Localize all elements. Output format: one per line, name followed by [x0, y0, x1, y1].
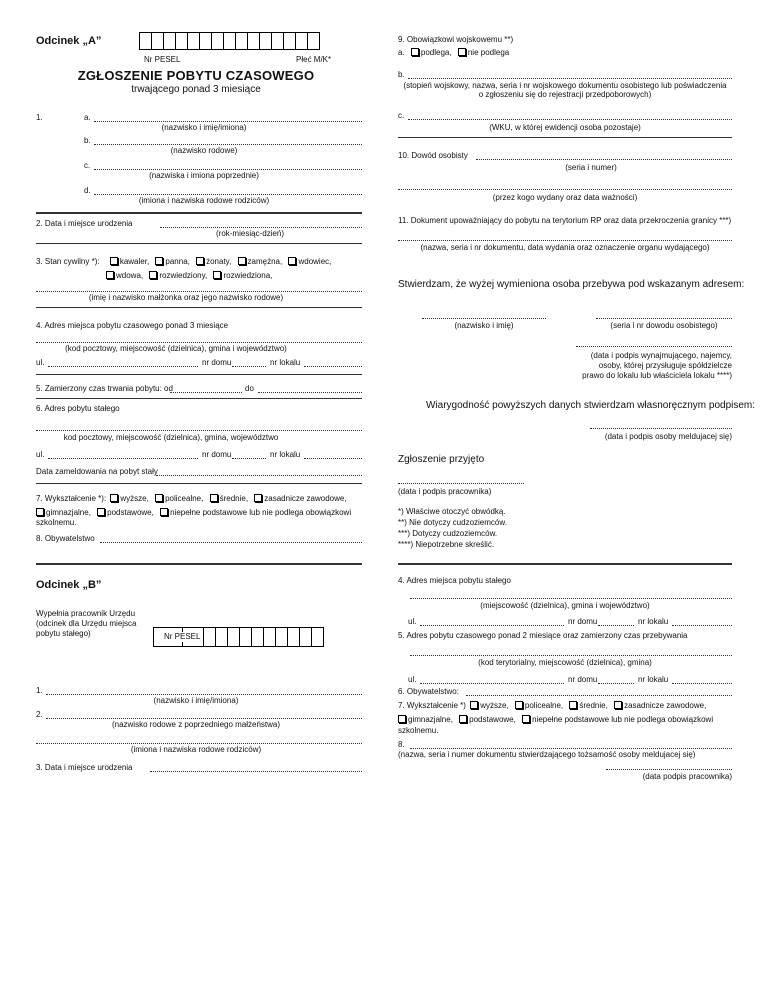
q1b-field[interactable] [94, 144, 362, 145]
checkbox-icon [149, 271, 157, 279]
q4-flat-label: nr lokalu [270, 358, 301, 367]
q3-option[interactable]: zamężna, [238, 257, 283, 266]
r4-street-field[interactable] [420, 625, 564, 626]
applicant-sign-field[interactable] [590, 428, 732, 429]
q3-option[interactable]: rozwiedziona, [213, 271, 272, 280]
q1a-field[interactable] [94, 121, 362, 122]
b1-label: 1. [36, 686, 43, 695]
resident-name-hint: (nazwisko i imię) [454, 321, 514, 330]
q7-option[interactable]: gimnazjalne, [36, 508, 91, 517]
q9c-hint: (WKU, w której ewidencji osoba pozostaje) [489, 123, 641, 132]
checkbox-icon [238, 257, 246, 265]
divider [36, 374, 362, 375]
landlord-sign-field[interactable] [576, 346, 732, 347]
r4-hint: (miejscowość (dzielnica), gmina i województwo) [480, 601, 650, 610]
q10-label: 10. Dowód osobisty [398, 151, 468, 160]
q7-option[interactable]: niepełne podstawowe lub nie podlega obowiązkowi [160, 508, 351, 517]
checkbox-icon [110, 494, 118, 502]
q10-hint: (seria i numer) [565, 163, 617, 172]
b3-label: 3. Data i miejsce urodzenia [36, 763, 133, 772]
q9-label: 9. Obowiązkowi wojskowemu **) [398, 35, 514, 44]
q3-label [36, 257, 331, 267]
q7-options-row2 [36, 508, 351, 518]
zameld-field[interactable] [156, 475, 362, 476]
r8-hint: (nazwa, seria i numer dokumentu stwierdzającego tożsamość osoby meldujacej się) [398, 750, 696, 759]
q1d-label: d. [84, 186, 91, 195]
q9-option[interactable]: podlega, [411, 48, 452, 57]
footnote-4: ****) Niepotrzebne skreślić. [398, 540, 495, 549]
q1d-field[interactable] [94, 194, 362, 195]
q6-field[interactable] [36, 430, 362, 431]
q9a-row [398, 48, 509, 58]
r7-option[interactable]: gimnazjalne, [398, 715, 453, 724]
checkbox-icon [213, 271, 221, 279]
q4-flat-field[interactable] [304, 366, 362, 367]
q5-from-field[interactable] [170, 392, 242, 393]
q7-option[interactable]: zasadnicze zawodowe, [254, 494, 346, 503]
r7-text: 7. Wykształcenie *) [398, 701, 466, 710]
r-worker-hint: (data podpis pracownika) [642, 772, 732, 781]
q7-option[interactable]: średnie, [210, 494, 248, 503]
q1a-hint: (nazwisko i imię/imiona) [161, 123, 247, 132]
q3-option[interactable]: wdowa, [106, 271, 143, 280]
q3-text: 3. Stan cywilny *): [36, 257, 100, 266]
footnote-3: ***) Dotyczy cudzoziemców. [398, 529, 498, 538]
checkbox-icon [110, 257, 118, 265]
q1c-label: c. [84, 161, 91, 170]
r8-field[interactable] [410, 748, 732, 749]
b2-label: 2. [36, 710, 43, 719]
przyjeto-label: Zgłoszenie przyjęto [398, 454, 485, 465]
b1-field[interactable] [46, 694, 362, 695]
r4-label: 4. Adres miejsca pobytu stałego [398, 576, 511, 585]
divider [398, 137, 732, 138]
b-fill-line3: pobytu stałego) [36, 629, 91, 638]
r4-flat-label: nr lokalu [638, 617, 669, 626]
b-fill-line1: Wypełnia pracownik Urzędu [36, 609, 136, 618]
section-b-heading: Odcinek „B” [36, 579, 102, 591]
b2-hint: (nazwisko rodowe z poprzedniego małżeństwa) [111, 720, 281, 729]
checkbox-icon [569, 701, 577, 709]
r4-house-field[interactable] [598, 625, 634, 626]
landlord-hint-2: osoby, której przysługuje spółdzielcze [598, 361, 732, 370]
checkbox-icon [398, 715, 406, 723]
r7-option[interactable]: średnie, [569, 701, 607, 710]
q6-flat-field[interactable] [304, 458, 362, 459]
r4-house-label: nr domu [568, 617, 598, 626]
r5-street-field[interactable] [420, 683, 564, 684]
q3-option[interactable]: rozwiedziony, [149, 271, 207, 280]
checkbox-icon [97, 508, 105, 516]
section-a-heading: Odcinek „A” [36, 35, 102, 47]
q3-option[interactable]: kawaler, [110, 257, 149, 266]
q1c-hint: (nazwiska i imiona poprzednie) [149, 171, 259, 180]
spouse-field[interactable] [36, 291, 362, 292]
q6-street-field[interactable] [48, 458, 198, 459]
r7-option[interactable]: podstawowe, [459, 715, 516, 724]
q10b-hint: (przez kogo wydany oraz data ważności) [492, 193, 638, 202]
q6-street-label: ul. [36, 450, 45, 459]
applicant-sign-hint: (data i podpis osoby meldujacej się) [604, 432, 732, 441]
r5-hint: (kod terytorialny, miejscowość (dzielnica), gmina) [478, 658, 652, 667]
q9-option[interactable]: nie podlega [458, 48, 509, 57]
form-title: ZGŁOSZENIE POBYTU CZASOWEGO [77, 68, 315, 83]
q7-option[interactable]: policealne, [155, 494, 203, 503]
q11-label: 11. Dokument upoważniający do pobytu na terytorium RP oraz data przekroczenia granicy ***) [398, 216, 732, 225]
r4-flat-field[interactable] [672, 625, 732, 626]
q1b-hint: (nazwisko rodowe) [170, 146, 238, 155]
q3-option[interactable]: żonaty, [196, 257, 231, 266]
r7-option[interactable]: wyższe, [470, 701, 508, 710]
r5-flat-field[interactable] [672, 683, 732, 684]
checkbox-icon [515, 701, 523, 709]
q6-flat-label: nr lokalu [270, 450, 301, 459]
checkbox-icon [36, 508, 44, 516]
q1d-hint: (imiona i nazwiska rodowe rodziców) [138, 196, 270, 205]
b1-hint: (nazwisko i imię/imiona) [153, 696, 239, 705]
r7-option[interactable]: zasadnicze zawodowe, [614, 701, 706, 710]
q10b-field[interactable] [398, 189, 732, 190]
checkbox-icon [614, 701, 622, 709]
q9b-label: b. [398, 70, 405, 79]
b-pesel-label: Nr PESEL [164, 632, 201, 641]
checkbox-icon [458, 48, 466, 56]
r7-tail: szkolnemu. [398, 726, 439, 735]
footnote-1: *) Właściwe otoczyć obwódką. [398, 507, 506, 516]
q9c-field[interactable] [408, 119, 732, 120]
r7-label [398, 701, 706, 711]
r6-label: 6. Obywatelstwo: [398, 687, 459, 696]
q4-label: 4. Adres miejsca pobytu czasowego ponad 3 miesiące [36, 321, 229, 330]
q11-field[interactable] [398, 240, 732, 241]
checkbox-icon [160, 508, 168, 516]
q7-label [36, 494, 347, 504]
q7-text: 7. Wykształcenie *): [36, 494, 107, 503]
b-fill-line2: (odcinek dla Urzędu miejsca [36, 619, 137, 628]
landlord-hint-3: prawo do lokalu lub właściciela lokalu ****) [582, 371, 732, 380]
q8-field[interactable] [100, 542, 362, 543]
r7-options-row2 [398, 715, 713, 725]
q9b-hint1: (stopień wojskowy, nazwa, seria i nr wojskowego dokumentu osobistego lub poświadczenia [403, 81, 727, 90]
q4-house-field[interactable] [232, 366, 266, 367]
q7-option[interactable]: podstawowe, [97, 508, 154, 517]
form-subtitle: trwającego ponad 3 miesiące [131, 84, 261, 95]
checkbox-icon [411, 48, 419, 56]
resident-name-field[interactable] [422, 318, 546, 319]
landlord-hint-1: (data i podpis wynajmującego, najemcy, [590, 351, 732, 360]
checkbox-icon [470, 701, 478, 709]
r7-option[interactable]: niepełne podstawowe lub nie podlega obowiązkowi [522, 715, 713, 724]
q7-option[interactable]: wyższe, [110, 494, 148, 503]
r8-label: 8. [398, 740, 405, 749]
footnote-2: **) Nie dotyczy cudzoziemców. [398, 518, 507, 527]
gender-label: Płeć M/K* [296, 55, 332, 64]
q2-label: 2. Data i miejsce urodzenia [36, 219, 133, 228]
r5-flat-label: nr lokalu [638, 675, 669, 684]
q6-house-label: nr domu [202, 450, 232, 459]
zameld-label: Data zameldowania na pobyt stały [36, 467, 158, 476]
q3-option[interactable]: wdowiec, [288, 257, 331, 266]
resident-id-field[interactable] [596, 318, 732, 319]
q1a-label: a. [84, 113, 91, 122]
r5-house-field[interactable] [598, 683, 634, 684]
q4-house-label: nr domu [202, 358, 232, 367]
divider [36, 398, 362, 399]
divider [36, 563, 362, 565]
q5-label: 5. Zamierzony czas trwania pobytu: od [36, 384, 173, 393]
spouse-hint: (imię i nazwisko małżonka oraz jego nazwisko rodowe) [88, 293, 284, 302]
worker-sign-hint: (data i podpis pracownika) [398, 487, 492, 496]
checkbox-icon [155, 494, 163, 502]
wiarygodnosc-heading: Wiarygodność powyższych danych stwierdzam własnoręcznym podpisem: [426, 400, 756, 411]
r4-street-label: ul. [408, 617, 417, 626]
checkbox-icon [106, 271, 114, 279]
r5-field[interactable] [410, 655, 732, 656]
resident-id-hint: (seria i nr dowodu osobistego) [610, 321, 718, 330]
q9b-hint2: o zgłoszeniu się do rejestracji przedpoborowych) [478, 90, 652, 99]
q4-hint: (kod pocztowy, miejscowość (dzielnica), gmina i województwo) [65, 344, 287, 353]
q4-street-label: ul. [36, 358, 45, 367]
checkbox-icon [522, 715, 530, 723]
checkbox-icon [155, 257, 163, 265]
checkbox-icon [288, 257, 296, 265]
q9b-field[interactable] [408, 78, 732, 79]
r5-street-label: ul. [408, 675, 417, 684]
worker-sign-field[interactable] [398, 483, 524, 484]
r5-house-label: nr domu [568, 675, 598, 684]
divider [36, 307, 362, 308]
q4-street-field[interactable] [48, 366, 198, 367]
q2-hint: (rok-miesiąc-dzień) [215, 229, 284, 238]
q8-label: 8. Obywatelstwo [36, 534, 95, 543]
pesel-label: Nr PESEL [144, 55, 181, 64]
q2-field[interactable] [160, 227, 362, 228]
q4-field[interactable] [36, 342, 362, 343]
divider [36, 212, 362, 214]
stwierdzam-heading: Stwierdzam, że wyżej wymieniona osoba przebywa pod wskazanym adresem: [398, 279, 745, 290]
q11-hint: (nazwa, seria i nr dokumentu, data wydania oraz oznaczenie organu wydającego) [420, 243, 710, 252]
checkbox-icon [459, 715, 467, 723]
r-worker-sign-field[interactable] [606, 769, 732, 770]
pesel-boxes[interactable] [140, 32, 320, 50]
divider [36, 483, 362, 484]
q5-to-label: do [245, 384, 254, 393]
r6-field[interactable] [466, 695, 732, 696]
divider [398, 563, 732, 565]
checkbox-icon [210, 494, 218, 502]
divider [36, 243, 362, 244]
q6-house-field[interactable] [232, 458, 266, 459]
q6-hint: kod pocztowy, miejscowość (dzielnica), gmina, województwo [63, 433, 279, 442]
b3-field[interactable] [150, 771, 362, 772]
r5-label: 5. Adres pobytu czasowego ponad 2 miesiące oraz zamierzony czas przebywania [398, 631, 688, 640]
q3-option[interactable]: panna, [155, 257, 189, 266]
q9c-label: c. [398, 111, 405, 120]
checkbox-icon [196, 257, 204, 265]
b2b-field[interactable] [36, 743, 362, 744]
r4-field[interactable] [410, 598, 732, 599]
b2-field[interactable] [46, 718, 362, 719]
q10-field[interactable] [476, 159, 732, 160]
checkbox-icon [254, 494, 262, 502]
q1b-label: b. [84, 136, 91, 145]
q1-number: 1. [36, 113, 43, 122]
q5-to-field[interactable] [258, 392, 362, 393]
b2b-hint: (imiona i nazwiska rodowe rodziców) [130, 745, 262, 754]
q7-tail: szkolnemu. [36, 518, 77, 527]
q3-options-row2 [106, 271, 272, 281]
q9a-text: a. [398, 48, 405, 57]
r7-option[interactable]: policealne, [515, 701, 563, 710]
q1c-field[interactable] [94, 169, 362, 170]
q6-label: 6. Adres pobytu stałego [36, 404, 120, 413]
